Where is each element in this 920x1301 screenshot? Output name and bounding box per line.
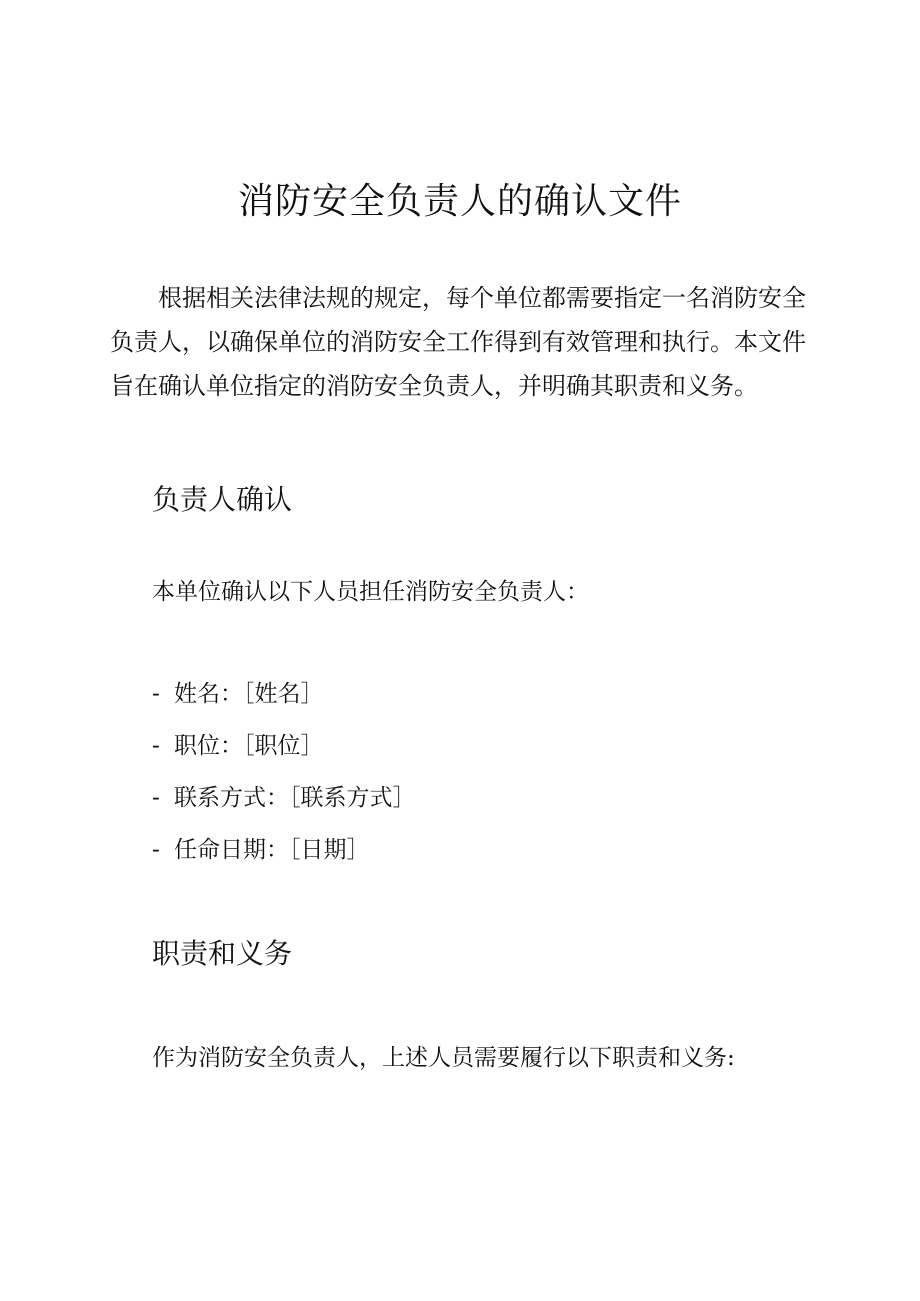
section-heading-duties: 职责和义务 xyxy=(152,937,293,970)
list-dash: - xyxy=(152,681,160,707)
field-label: 姓名： xyxy=(174,681,243,707)
page-title: 消防安全负责人的确认文件 xyxy=(237,181,682,222)
field-appointment-date xyxy=(152,832,416,884)
field-position xyxy=(152,728,416,780)
field-value-placeholder: ［日期］ xyxy=(289,837,370,863)
field-label: 任命日期： xyxy=(174,837,289,863)
field-value-placeholder: ［联系方式］ xyxy=(289,785,416,811)
duties-statement: 作为消防安全负责人，上述人员需要履行以下职责和义务: xyxy=(152,1045,735,1071)
confirmation-statement: 本单位确认以下人员担任消防安全负责人： xyxy=(152,579,589,605)
intro-paragraph: 根据相关法律法规的规定，每个单位都需要指定一名消防安全负责人，以确保单位的消防安全工作得到有效管理和执行。本文件旨在确认单位指定的消防安全负责人，并明确其职责和义务。 xyxy=(110,284,806,400)
field-value-placeholder: ［职位］ xyxy=(243,733,324,759)
section-heading-confirmation: 负责人确认 xyxy=(152,483,293,516)
field-name xyxy=(152,676,416,728)
list-dash: - xyxy=(152,785,160,811)
field-contact xyxy=(152,780,416,832)
list-dash: - xyxy=(152,837,160,863)
responsible-person-fields xyxy=(152,676,416,884)
list-dash: - xyxy=(152,733,160,759)
field-value-placeholder: ［姓名］ xyxy=(243,681,324,707)
field-label: 职位： xyxy=(174,733,243,759)
field-label: 联系方式： xyxy=(174,785,289,811)
